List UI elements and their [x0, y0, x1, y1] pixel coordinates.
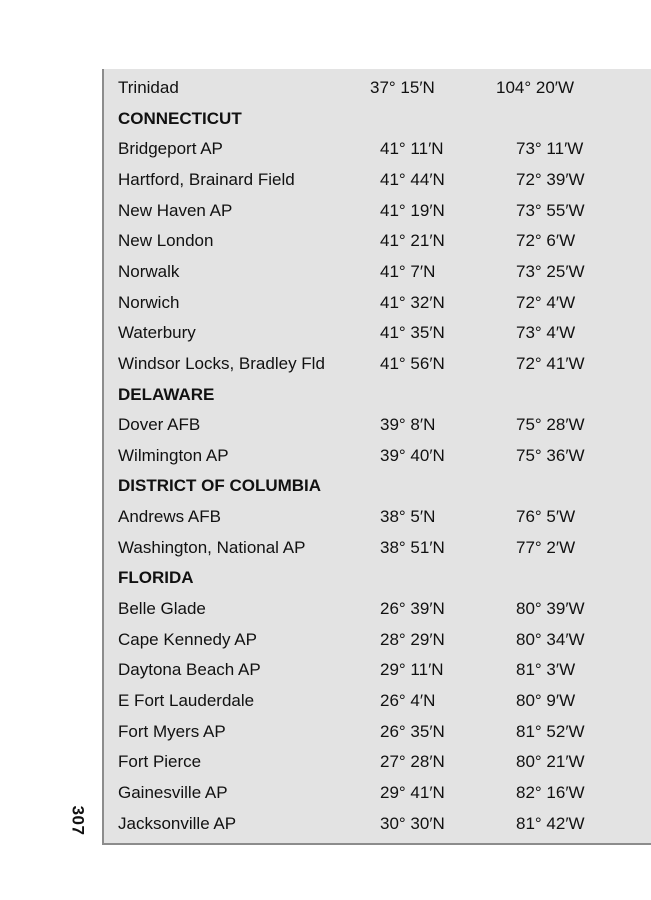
station-name: Dover AFB	[118, 415, 201, 435]
longitude: 73° 4′W	[516, 323, 576, 343]
longitude: 104° 20′W	[496, 78, 575, 97]
station-row	[104, 778, 651, 808]
station-name: Windsor Locks, Bradley Fld	[118, 353, 325, 373]
station-name: New London	[118, 231, 214, 251]
longitude: 81° 3′W	[516, 660, 576, 680]
station-name: Cape Kennedy AP	[118, 629, 257, 649]
station-row	[104, 257, 651, 287]
station-name: Fort Myers AP	[118, 721, 226, 741]
station-name: Hartford, Brainard Field	[118, 169, 295, 189]
station-name: Gainesville AP	[118, 782, 228, 802]
latitude: 27° 28′N	[380, 752, 445, 772]
longitude: 73° 25′W	[516, 261, 585, 281]
longitude: 80° 21′W	[516, 752, 585, 772]
station-row	[104, 441, 651, 471]
latitude: 26° 39′N	[380, 599, 445, 619]
latitude: 28° 29′N	[380, 629, 445, 649]
latitude: 41° 35′N	[380, 323, 445, 343]
station-name: E Fort Lauderdale	[118, 691, 255, 710]
station-name: Norwalk	[118, 261, 180, 281]
longitude: 80° 39′W	[516, 599, 585, 619]
station-name: Norwich	[118, 292, 180, 312]
station-row	[104, 288, 651, 318]
latitude: 30° 30′N	[380, 813, 445, 833]
station-name: Washington, National AP	[118, 537, 306, 557]
latitude: 41° 32′N	[380, 292, 445, 312]
state-header-row	[104, 104, 651, 134]
longitude: 72° 6′W	[516, 231, 576, 251]
longitude: 72° 4′W	[516, 292, 576, 312]
state-header-row	[104, 380, 651, 410]
state-header-row	[104, 471, 651, 501]
station-row	[104, 134, 651, 164]
coordinates-table	[102, 69, 651, 845]
station-row	[104, 809, 651, 839]
latitude: 41° 7′N	[380, 261, 436, 281]
station-row	[104, 594, 651, 624]
station-name: Waterbury	[118, 323, 196, 343]
station-row	[104, 73, 651, 103]
station-name: Daytona Beach AP	[118, 660, 261, 680]
latitude: 41° 19′N	[380, 200, 445, 220]
longitude: 75° 28′W	[516, 415, 585, 435]
station-row	[104, 226, 651, 256]
longitude: 73° 11′W	[516, 139, 584, 159]
latitude: 41° 21′N	[380, 231, 445, 251]
longitude: 77° 2′W	[516, 537, 576, 557]
station-name: Andrews AFB	[118, 507, 221, 527]
station-row	[104, 625, 651, 655]
state-name: DISTRICT OF COLUMBIA	[118, 476, 322, 496]
latitude: 38° 51′N	[380, 537, 445, 557]
station-row	[104, 318, 651, 348]
station-name: Belle Glade	[118, 599, 206, 619]
longitude: 73° 55′W	[516, 200, 585, 220]
longitude: 80° 34′W	[516, 629, 585, 649]
station-name: Jacksonville AP	[118, 813, 237, 833]
station-name: New Haven AP	[118, 200, 233, 220]
station-row	[104, 196, 651, 226]
station-row	[104, 747, 651, 777]
page-number: 307	[68, 805, 88, 836]
state-name: CONNECTICUT	[118, 108, 242, 128]
station-row	[104, 686, 651, 716]
station-name: Fort Pierce	[118, 752, 202, 772]
latitude: 37° 15′N	[370, 78, 435, 97]
latitude: 29° 11′N	[380, 660, 444, 680]
longitude: 80° 9′W	[516, 691, 576, 710]
station-name: Trinidad	[118, 78, 179, 97]
station-name: Wilmington AP	[118, 445, 229, 465]
latitude: 26° 4′N	[380, 691, 436, 710]
latitude: 41° 56′N	[380, 353, 445, 373]
station-row	[104, 655, 651, 685]
latitude: 41° 11′N	[380, 139, 444, 159]
latitude: 29° 41′N	[380, 782, 445, 802]
station-row	[104, 717, 651, 747]
latitude: 26° 35′N	[380, 721, 445, 741]
longitude: 72° 41′W	[516, 353, 585, 373]
longitude: 72° 39′W	[516, 169, 585, 189]
longitude: 81° 42′W	[516, 813, 585, 833]
longitude: 76° 5′W	[516, 507, 576, 527]
station-name: Bridgeport AP	[118, 139, 223, 159]
station-row	[104, 502, 651, 532]
latitude: 39° 8′N	[380, 415, 436, 435]
longitude: 82° 16′W	[516, 782, 585, 802]
latitude: 41° 44′N	[380, 169, 445, 189]
longitude: 81° 52′W	[516, 721, 585, 741]
station-row	[104, 349, 651, 379]
station-row	[104, 165, 651, 195]
latitude: 39° 40′N	[380, 445, 445, 465]
state-header-row	[104, 563, 651, 593]
station-row	[104, 533, 651, 563]
longitude: 75° 36′W	[516, 445, 585, 465]
state-name: FLORIDA	[118, 568, 194, 588]
state-name: DELAWARE	[118, 384, 215, 404]
station-row	[104, 410, 651, 440]
latitude: 38° 5′N	[380, 507, 436, 527]
